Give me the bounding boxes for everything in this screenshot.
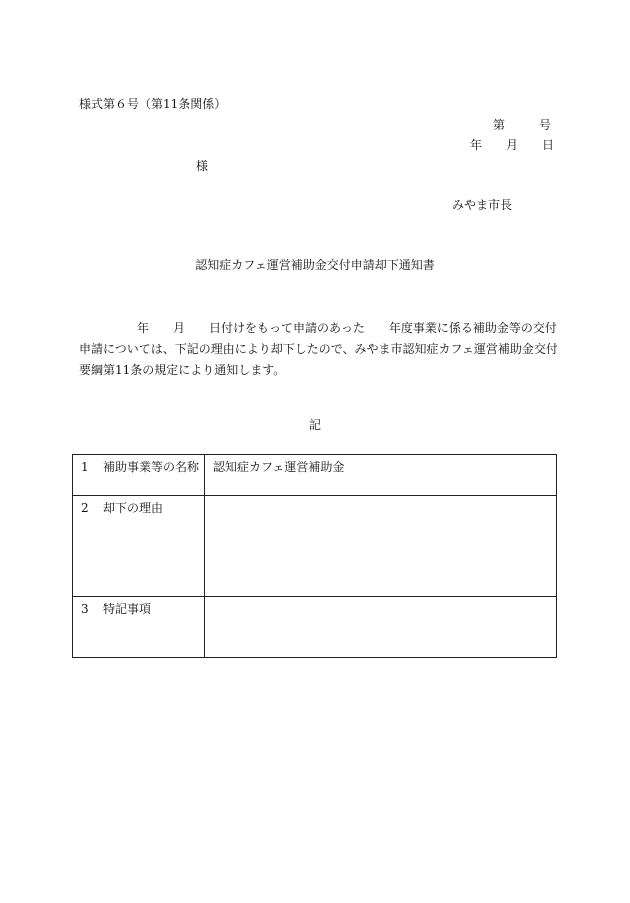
body-year-label: 年 [137,321,150,335]
document-number [493,118,551,132]
item-number: 3 [81,602,89,616]
item-number: 1 [81,460,89,474]
ki-heading: 記 [308,418,321,432]
document-number-suffix: 号 [539,118,552,132]
date-year-label: 年 [470,138,483,152]
form-label: 様式第６号（第11条関係） [79,97,227,111]
item-label: 却下の理由 [103,501,164,515]
document-date [470,138,554,152]
date-month-label: 月 [506,138,519,152]
table-row-value [205,496,557,597]
table-row-value: 認知症カフェ運営補助金 [205,455,557,496]
table-row-value [205,597,557,658]
body-paragraph [79,318,557,381]
issuer: みやま市長 [452,198,513,212]
body-line-1-text-b: 年度事業に係る補助金等の交付 [388,321,557,335]
body-line-3: 要綱第11条の規定により通知します。 [79,363,286,377]
addressee: 様 [196,159,209,173]
document-number-prefix: 第 [493,118,506,132]
table-row-label [73,597,205,658]
table-row [73,597,557,658]
table-row-label [73,455,205,496]
item-label: 補助事業等の名称 [103,460,200,474]
body-line-1 [79,318,557,339]
date-day-label: 日 [542,138,555,152]
item-label: 特記事項 [103,602,152,616]
item-number: 2 [81,501,89,515]
body-line-2: 申請については、下記の理由により却下したので、みやま市認知症カフェ運営補助金交付 [79,342,558,356]
table-row [73,455,557,496]
table-row-label [73,496,205,597]
document-title: 認知症カフェ運営補助金交付申請却下通知書 [195,258,435,272]
record-table [72,454,557,658]
table-row [73,496,557,597]
body-month-label: 月 [173,321,186,335]
body-line-1-text-a: 日付けをもって申請のあった [209,321,365,335]
